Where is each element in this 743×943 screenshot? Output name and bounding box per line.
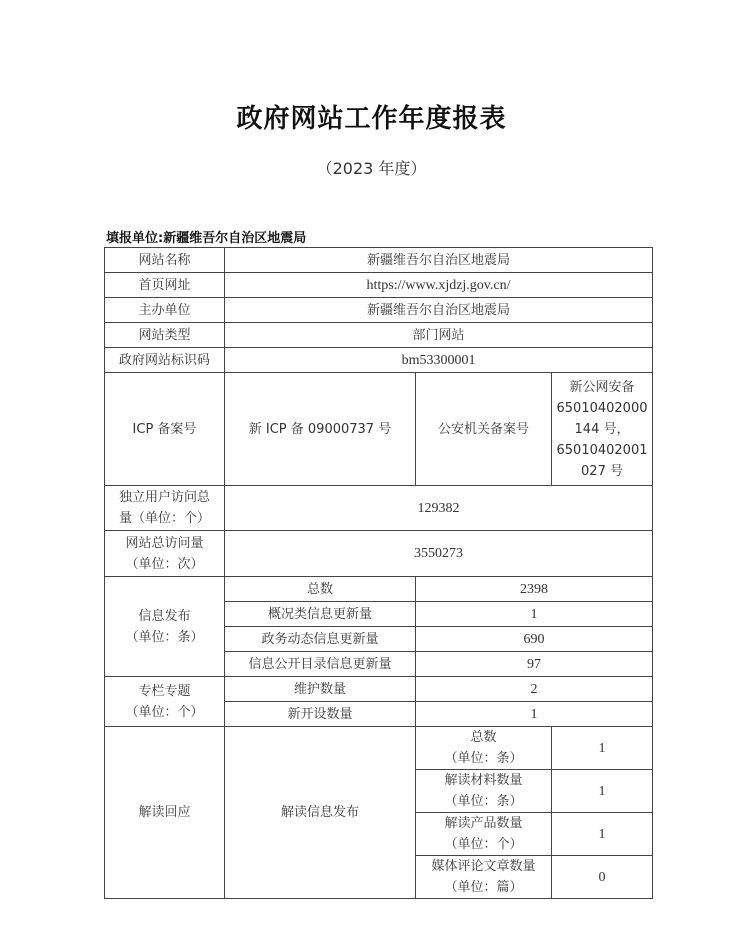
site-name-label: 网站名称 bbox=[105, 248, 225, 273]
interp-product-value: 1 bbox=[552, 813, 653, 856]
homepage-url: https://www.xjdzj.gov.cn/ bbox=[225, 273, 653, 298]
total-visits-label bbox=[105, 531, 225, 577]
interp-product-label bbox=[416, 813, 552, 856]
label-line: （单位：次） bbox=[125, 556, 204, 572]
total-visits-value: 3550273 bbox=[225, 531, 653, 577]
info-overview-value: 1 bbox=[416, 602, 653, 627]
info-catalog-label: 信息公开目录信息更新量 bbox=[225, 652, 416, 677]
columns-new-label: 新开设数量 bbox=[225, 702, 416, 727]
label-line: （单位：篇） bbox=[444, 880, 523, 895]
police-record-value bbox=[552, 373, 653, 486]
site-name-value: 新疆维吾尔自治区地震局 bbox=[225, 248, 653, 273]
site-code-label: 政府网站标识码 bbox=[105, 348, 225, 373]
homepage-label: 首页网址 bbox=[105, 273, 225, 298]
interp-media-value: 0 bbox=[552, 856, 653, 899]
interp-media-label bbox=[416, 856, 552, 899]
info-total-label: 总数 bbox=[225, 577, 416, 602]
unique-visitors-value: 129382 bbox=[225, 486, 653, 531]
interp-total-value: 1 bbox=[552, 727, 653, 770]
interpretation-sub-label: 解读信息发布 bbox=[225, 727, 416, 899]
columns-maintained-label: 维护数量 bbox=[225, 677, 416, 702]
table-row bbox=[105, 273, 653, 298]
police-record-line: 027 号 bbox=[581, 463, 623, 479]
label-line: （单位：条） bbox=[125, 629, 204, 645]
police-record-line: 144 号， bbox=[574, 421, 630, 437]
info-total-value: 2398 bbox=[416, 577, 653, 602]
table-row bbox=[105, 298, 653, 323]
table-row bbox=[105, 486, 653, 531]
site-code-value: bm53300001 bbox=[225, 348, 653, 373]
sponsor-value: 新疆维吾尔自治区地震局 bbox=[225, 298, 653, 323]
icp-label: ICP 备案号 bbox=[105, 373, 225, 486]
unique-visitors-label bbox=[105, 486, 225, 531]
label-line: 解读材料数量 bbox=[444, 773, 523, 788]
label-line: 量（单位：个） bbox=[118, 511, 210, 526]
filler-unit: 填报单位:新疆维吾尔自治区地震局 bbox=[106, 231, 307, 246]
police-record-label: 公安机关备案号 bbox=[416, 373, 552, 486]
label-line: 专栏专题 bbox=[138, 683, 191, 699]
police-record-line: 新公网安备 bbox=[569, 379, 635, 395]
label-line: 总数 bbox=[470, 730, 497, 745]
page-title: 政府网站工作年度报表 bbox=[236, 104, 507, 134]
police-record-line: 65010402000 bbox=[556, 400, 648, 416]
table-row bbox=[105, 323, 653, 348]
interp-material-value: 1 bbox=[552, 770, 653, 813]
info-news-value: 690 bbox=[416, 627, 653, 652]
sponsor-label: 主办单位 bbox=[105, 298, 225, 323]
interp-material-label bbox=[416, 770, 552, 813]
label-line: 网站总访问量 bbox=[125, 535, 204, 551]
table-row bbox=[105, 373, 653, 486]
label-line: （单位：个） bbox=[125, 704, 204, 720]
site-type-label: 网站类型 bbox=[105, 323, 225, 348]
info-news-label: 政务动态信息更新量 bbox=[225, 627, 416, 652]
info-catalog-value: 97 bbox=[416, 652, 653, 677]
info-publish-label bbox=[105, 577, 225, 677]
table-row bbox=[105, 577, 653, 602]
label-line: （单位：个） bbox=[444, 837, 523, 852]
table-row bbox=[105, 531, 653, 577]
interp-total-label bbox=[416, 727, 552, 770]
page-subtitle: （2023 年度） bbox=[316, 159, 427, 178]
label-line: 独立用户访问总 bbox=[118, 490, 210, 505]
label-line: 信息发布 bbox=[138, 608, 191, 624]
table-row bbox=[105, 677, 653, 702]
label-line: （单位：条） bbox=[444, 794, 523, 809]
police-record-line: 65010402001 bbox=[556, 442, 648, 458]
site-type-value: 部门网站 bbox=[225, 323, 653, 348]
columns-new-value: 1 bbox=[416, 702, 653, 727]
label-line: 解读产品数量 bbox=[444, 816, 523, 831]
report-table bbox=[104, 247, 653, 899]
columns-maintained-value: 2 bbox=[416, 677, 653, 702]
label-line: 媒体评论文章数量 bbox=[431, 859, 536, 874]
table-row bbox=[105, 727, 653, 770]
icp-value: 新 ICP 备 09000737 号 bbox=[225, 373, 416, 486]
info-overview-label: 概况类信息更新量 bbox=[225, 602, 416, 627]
label-line: （单位：条） bbox=[444, 751, 523, 766]
table-row bbox=[105, 348, 653, 373]
columns-label bbox=[105, 677, 225, 727]
table-row bbox=[105, 248, 653, 273]
interpretation-label: 解读回应 bbox=[105, 727, 225, 899]
